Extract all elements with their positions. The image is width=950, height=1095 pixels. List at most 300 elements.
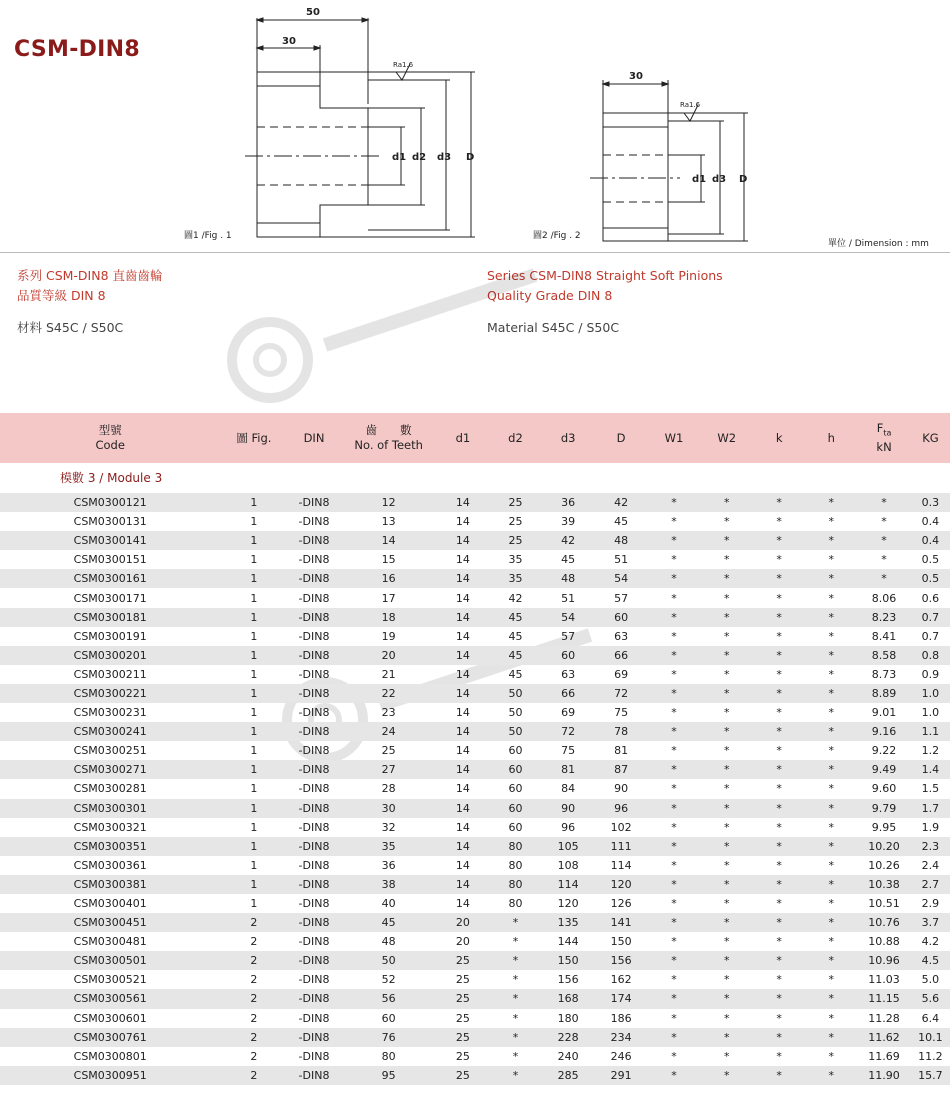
table-cell: 28 [381, 782, 396, 796]
table-cell: 38 [381, 877, 396, 891]
table-cell: * [723, 648, 730, 662]
table-row [0, 703, 950, 722]
table-cell: 228 [557, 1030, 579, 1044]
table-cell: 1 [250, 782, 258, 796]
grade-en: Quality Grade DIN 8 [487, 288, 613, 303]
table-cell: 25 [455, 1068, 470, 1082]
table-cell: 95 [381, 1068, 396, 1082]
table-cell: CSM0300301 [73, 801, 147, 815]
col-kg: KG [922, 430, 939, 445]
table-cell: 10.38 [868, 877, 900, 891]
table-cell: 1 [250, 553, 258, 567]
table-row [0, 684, 950, 703]
table-cell: CSM0300601 [73, 1011, 147, 1025]
col-W2: W2 [717, 430, 737, 445]
table-cell: * [776, 648, 782, 662]
table-row [0, 493, 950, 512]
table-cell: * [828, 744, 834, 758]
table-cell: 2 [250, 935, 258, 949]
table-row [0, 760, 950, 779]
table-cell: 9.16 [871, 725, 897, 739]
table-cell: CSM0300211 [73, 667, 147, 681]
table-cell: 14 [455, 897, 470, 911]
table-cell: 1 [250, 515, 258, 529]
table-cell: 60 [508, 763, 523, 777]
table-cell: 1 [250, 629, 258, 643]
table-cell: * [723, 744, 730, 758]
table-cell: 0.7 [921, 610, 940, 624]
table-cell: 20 [455, 916, 470, 930]
table-cell: 54 [561, 610, 576, 624]
table-cell: 25 [455, 992, 470, 1006]
table-cell: 1 [250, 648, 258, 662]
table-cell: * [723, 629, 730, 643]
table-cell: * [828, 706, 834, 720]
table-cell: 60 [614, 610, 629, 624]
table-cell: 11.69 [868, 1049, 900, 1063]
table-cell: 60 [508, 744, 523, 758]
table-cell: * [776, 629, 782, 643]
table-cell: * [723, 897, 730, 911]
svg-text:d2: d2 [412, 152, 427, 163]
table-cell: 25 [508, 534, 523, 548]
table-cell: * [671, 877, 677, 891]
table-cell: * [828, 820, 834, 834]
table-cell: * [828, 1068, 834, 1082]
table-cell: 150 [610, 935, 632, 949]
table-cell: 54 [614, 572, 629, 586]
table-cell: * [828, 496, 834, 510]
table-cell: -DIN8 [298, 744, 330, 758]
table-cell: 0.5 [921, 553, 940, 567]
table-cell: 63 [614, 629, 629, 643]
table-cell: -DIN8 [298, 1068, 330, 1082]
svg-text:d1: d1 [692, 174, 707, 185]
table-cell: 10.96 [868, 954, 900, 968]
table-cell: 1.1 [921, 725, 940, 739]
table-cell: * [723, 572, 730, 586]
table-cell: 39 [561, 515, 576, 529]
table-cell: 0.7 [921, 629, 940, 643]
table-cell: * [512, 973, 519, 987]
table-cell: CSM0300241 [73, 725, 147, 739]
table-cell: 0.3 [921, 496, 940, 510]
table-cell: 35 [508, 572, 523, 586]
table-cell: 1 [250, 839, 258, 853]
table-cell: 25 [455, 1011, 470, 1025]
table-row [0, 512, 950, 531]
table-cell: -DIN8 [298, 763, 330, 777]
table-cell: 11.03 [868, 973, 900, 987]
table-cell: 35 [381, 839, 396, 853]
table-cell: 50 [508, 706, 523, 720]
table-cell: 0.4 [921, 515, 940, 529]
table-cell: 2 [250, 916, 258, 930]
table-cell: 45 [381, 916, 396, 930]
table-cell: 25 [381, 744, 396, 758]
table-cell: 0.5 [921, 572, 940, 586]
table-cell: 168 [557, 992, 579, 1006]
table-cell: * [671, 801, 677, 815]
table-cell: * [723, 1011, 730, 1025]
table-cell: 14 [455, 629, 470, 643]
table-cell: 8.23 [871, 610, 897, 624]
table-cell: 50 [381, 954, 396, 968]
table-cell: 15.7 [918, 1068, 943, 1082]
table-cell: * [776, 820, 782, 834]
table-row [0, 588, 950, 607]
table-cell: * [776, 954, 782, 968]
table-cell: 105 [557, 839, 579, 853]
grade-zh: 品質等級 DIN 8 [17, 288, 106, 303]
table-header-row [0, 413, 950, 463]
table-cell: 9.79 [871, 801, 897, 815]
table-cell: -DIN8 [298, 515, 330, 529]
table-cell: * [671, 992, 677, 1006]
table-cell: 81 [614, 744, 629, 758]
table-cell: * [828, 916, 834, 930]
table-cell: 45 [561, 553, 576, 567]
svg-text:30: 30 [629, 71, 643, 82]
module-label: 模數 3 / Module 3 [0, 463, 950, 493]
table-cell: CSM0300191 [73, 629, 147, 643]
col-teeth: 齒 數 No. of Teeth [354, 423, 423, 452]
table-cell: 126 [610, 897, 632, 911]
table-cell: * [828, 763, 834, 777]
table-cell: 20 [455, 935, 470, 949]
table-cell: CSM0300481 [73, 935, 147, 949]
svg-text:Ra1.6: Ra1.6 [393, 61, 414, 69]
table-cell: CSM0300171 [73, 591, 147, 605]
col-d2: d2 [508, 430, 523, 445]
table-cell: * [671, 1049, 677, 1063]
table-cell: * [776, 515, 782, 529]
table-row [0, 550, 950, 569]
table-cell: 14 [455, 877, 470, 891]
table-cell: -DIN8 [298, 839, 330, 853]
table-cell: 51 [614, 553, 629, 567]
table-cell: * [512, 916, 519, 930]
table-cell: 14 [455, 725, 470, 739]
table-cell: 11.28 [868, 1011, 900, 1025]
col-W1: W1 [664, 430, 684, 445]
table-cell: CSM0300281 [73, 782, 147, 796]
table-cell: -DIN8 [298, 534, 330, 548]
table-row [0, 646, 950, 665]
table-cell: 45 [508, 629, 523, 643]
table-row [0, 627, 950, 646]
table-cell: * [776, 935, 782, 949]
table-cell: 72 [614, 686, 629, 700]
table-cell: 30 [381, 801, 396, 815]
table-cell: * [828, 686, 834, 700]
table-cell: * [776, 858, 782, 872]
table-cell: * [671, 820, 677, 834]
table-cell: * [723, 839, 730, 853]
table-cell: * [671, 763, 677, 777]
table-cell: 2 [250, 1049, 258, 1063]
table-cell: -DIN8 [298, 820, 330, 834]
col-D: D [616, 430, 626, 445]
table-row [0, 741, 950, 760]
table-cell: 1 [250, 763, 258, 777]
table-cell: 14 [455, 610, 470, 624]
table-cell: CSM0300251 [73, 744, 147, 758]
table-cell: 48 [381, 935, 396, 949]
table-cell: CSM0300321 [73, 820, 147, 834]
table-cell: CSM0300151 [73, 553, 147, 567]
table-cell: 76 [381, 1030, 396, 1044]
table-cell: 162 [610, 973, 632, 987]
table-cell: 96 [614, 801, 629, 815]
table-cell: * [881, 515, 887, 529]
table-cell: 234 [610, 1030, 632, 1044]
table-cell: 14 [455, 515, 470, 529]
table-cell: CSM0300451 [73, 916, 147, 930]
table-cell: 25 [455, 954, 470, 968]
table-cell: CSM0300501 [73, 954, 147, 968]
table-cell: 45 [508, 648, 523, 662]
table-cell: 25 [455, 1030, 470, 1044]
table-cell: -DIN8 [298, 801, 330, 815]
table-cell: 1 [250, 877, 258, 891]
table-cell: 3.7 [921, 916, 940, 930]
table-cell: 186 [610, 1011, 632, 1025]
table-cell: * [723, 782, 730, 796]
table-cell: * [671, 515, 677, 529]
table-cell: * [776, 706, 782, 720]
table-cell: 16 [381, 572, 396, 586]
table-cell: * [512, 1049, 519, 1063]
table-cell: 10.88 [868, 935, 900, 949]
table-cell: 80 [508, 877, 523, 891]
table-cell: -DIN8 [298, 1030, 330, 1044]
table-cell: 11.2 [918, 1049, 943, 1063]
table-cell: -DIN8 [298, 591, 330, 605]
table-cell: 57 [561, 629, 576, 643]
table-cell: * [828, 1011, 834, 1025]
table-cell: * [828, 801, 834, 815]
divider [0, 252, 950, 253]
table-cell: * [776, 591, 782, 605]
table-cell: 246 [610, 1049, 632, 1063]
table-row [0, 608, 950, 627]
table-cell: 141 [610, 916, 632, 930]
table-cell: -DIN8 [298, 610, 330, 624]
table-cell: 45 [508, 610, 523, 624]
table-cell: 1 [250, 706, 258, 720]
table-cell: 11.90 [868, 1068, 900, 1082]
table-cell: * [776, 877, 782, 891]
table-cell: * [723, 686, 730, 700]
table-cell: 2 [250, 1068, 258, 1082]
table-cell: 8.58 [871, 648, 897, 662]
table-cell: 27 [381, 763, 396, 777]
table-cell: * [828, 534, 834, 548]
table-cell: 1.4 [921, 763, 940, 777]
table-cell: * [776, 744, 782, 758]
table-cell: 63 [561, 667, 576, 681]
table-cell: -DIN8 [298, 1049, 330, 1063]
table-cell: 9.95 [871, 820, 897, 834]
table-cell: 13 [381, 515, 396, 529]
table-cell: 1 [250, 858, 258, 872]
table-cell: -DIN8 [298, 992, 330, 1006]
table-cell: * [671, 572, 677, 586]
table-cell: 1 [250, 610, 258, 624]
table-row [0, 1009, 950, 1028]
table-row [0, 932, 950, 951]
table-cell: -DIN8 [298, 629, 330, 643]
table-cell: * [828, 954, 834, 968]
series-info-en [487, 266, 723, 306]
table-row [0, 837, 950, 856]
table-cell: -DIN8 [298, 686, 330, 700]
table-cell: * [671, 534, 677, 548]
table-cell: * [671, 782, 677, 796]
table-cell: -DIN8 [298, 667, 330, 681]
table-cell: 78 [614, 725, 629, 739]
table-row [0, 970, 950, 989]
table-cell: 1 [250, 496, 258, 510]
table-cell: * [776, 534, 782, 548]
table-cell: 51 [561, 591, 576, 605]
table-cell: 1 [250, 801, 258, 815]
svg-text:圖1 /Fig . 1: 圖1 /Fig . 1 [184, 231, 232, 241]
table-cell: * [723, 801, 730, 815]
table-cell: -DIN8 [298, 648, 330, 662]
table-cell: -DIN8 [298, 897, 330, 911]
table-cell: 2 [250, 992, 258, 1006]
table-cell: * [723, 1068, 730, 1082]
table-cell: 10.20 [868, 839, 900, 853]
table-cell: * [828, 782, 834, 796]
table-cell: 8.89 [871, 686, 897, 700]
table-cell: * [723, 553, 730, 567]
table-cell: * [723, 858, 730, 872]
table-cell: 5.6 [921, 992, 940, 1006]
table-cell: 1.0 [921, 706, 940, 720]
table-cell: 45 [508, 667, 523, 681]
table-cell: 57 [614, 591, 629, 605]
module-row [0, 463, 950, 493]
table-cell: * [723, 667, 730, 681]
table-cell: 69 [614, 667, 629, 681]
table-cell: 66 [614, 648, 629, 662]
table-cell: 42 [508, 591, 523, 605]
table-cell: 25 [508, 496, 523, 510]
table-cell: 114 [557, 877, 579, 891]
table-cell: 14 [455, 763, 470, 777]
table-cell: * [776, 1011, 782, 1025]
table-cell: * [776, 916, 782, 930]
table-cell: * [512, 954, 519, 968]
table-cell: * [723, 706, 730, 720]
table-cell: 1.0 [921, 686, 940, 700]
table-cell: 75 [614, 706, 629, 720]
material-zh: 材料 S45C / S50C [17, 320, 124, 335]
table-cell: * [828, 572, 834, 586]
table-row [0, 531, 950, 550]
fig2-drawing [590, 80, 748, 241]
table-cell: * [671, 648, 677, 662]
table-cell: 8.06 [871, 591, 897, 605]
table-cell: -DIN8 [298, 706, 330, 720]
svg-text:D: D [466, 152, 475, 163]
table-cell: 9.22 [871, 744, 897, 758]
table-cell: 10.26 [868, 858, 900, 872]
table-cell: 60 [561, 648, 576, 662]
col-din: DIN [303, 430, 325, 445]
table-cell: * [671, 839, 677, 853]
table-cell: * [776, 1030, 782, 1044]
table-row [0, 1028, 950, 1047]
table-row [0, 799, 950, 818]
table-cell: 1 [250, 534, 258, 548]
table-cell: * [671, 553, 677, 567]
table-cell: 14 [455, 553, 470, 567]
table-cell: 72 [561, 725, 576, 739]
table-cell: 14 [455, 782, 470, 796]
table-row [0, 1047, 950, 1066]
table-cell: 6.4 [921, 1011, 940, 1025]
table-cell: * [776, 897, 782, 911]
table-cell: * [881, 572, 887, 586]
table-cell: CSM0300561 [73, 992, 147, 1006]
table-cell: 42 [561, 534, 576, 548]
table-row [0, 1066, 950, 1085]
table-cell: 32 [381, 820, 396, 834]
table-cell: 9.60 [871, 782, 897, 796]
svg-text:50: 50 [306, 7, 320, 18]
table-cell: 80 [508, 839, 523, 853]
table-cell: 14 [455, 744, 470, 758]
table-cell: 114 [610, 858, 632, 872]
table-cell: * [828, 839, 834, 853]
table-cell: 0.8 [921, 648, 940, 662]
svg-text:d3: d3 [712, 174, 727, 185]
table-cell: 156 [610, 954, 632, 968]
table-cell: * [512, 1011, 519, 1025]
table-row [0, 779, 950, 798]
table-cell: * [828, 610, 834, 624]
table-cell: 1 [250, 591, 258, 605]
table-cell: * [723, 1030, 730, 1044]
table-cell: 2.4 [921, 858, 940, 872]
fig1-drawing [245, 18, 475, 237]
table-cell: 0.6 [921, 591, 940, 605]
table-cell: * [723, 591, 730, 605]
table-cell: * [828, 591, 834, 605]
table-row [0, 894, 950, 913]
table-cell: 111 [610, 839, 632, 853]
table-cell: CSM0300181 [73, 610, 147, 624]
table-cell: 9.49 [871, 763, 897, 777]
table-cell: * [828, 725, 834, 739]
table-cell: * [671, 706, 677, 720]
table-cell: 25 [455, 1049, 470, 1063]
table-cell: * [828, 897, 834, 911]
table-cell: 14 [455, 686, 470, 700]
table-cell: * [828, 973, 834, 987]
col-fig: 圖 Fig. [236, 430, 272, 445]
table-cell: 285 [557, 1068, 579, 1082]
table-cell: * [671, 973, 677, 987]
table-cell: 2 [250, 973, 258, 987]
table-cell: 1 [250, 686, 258, 700]
table-cell: 96 [561, 820, 576, 834]
table-cell: * [671, 858, 677, 872]
